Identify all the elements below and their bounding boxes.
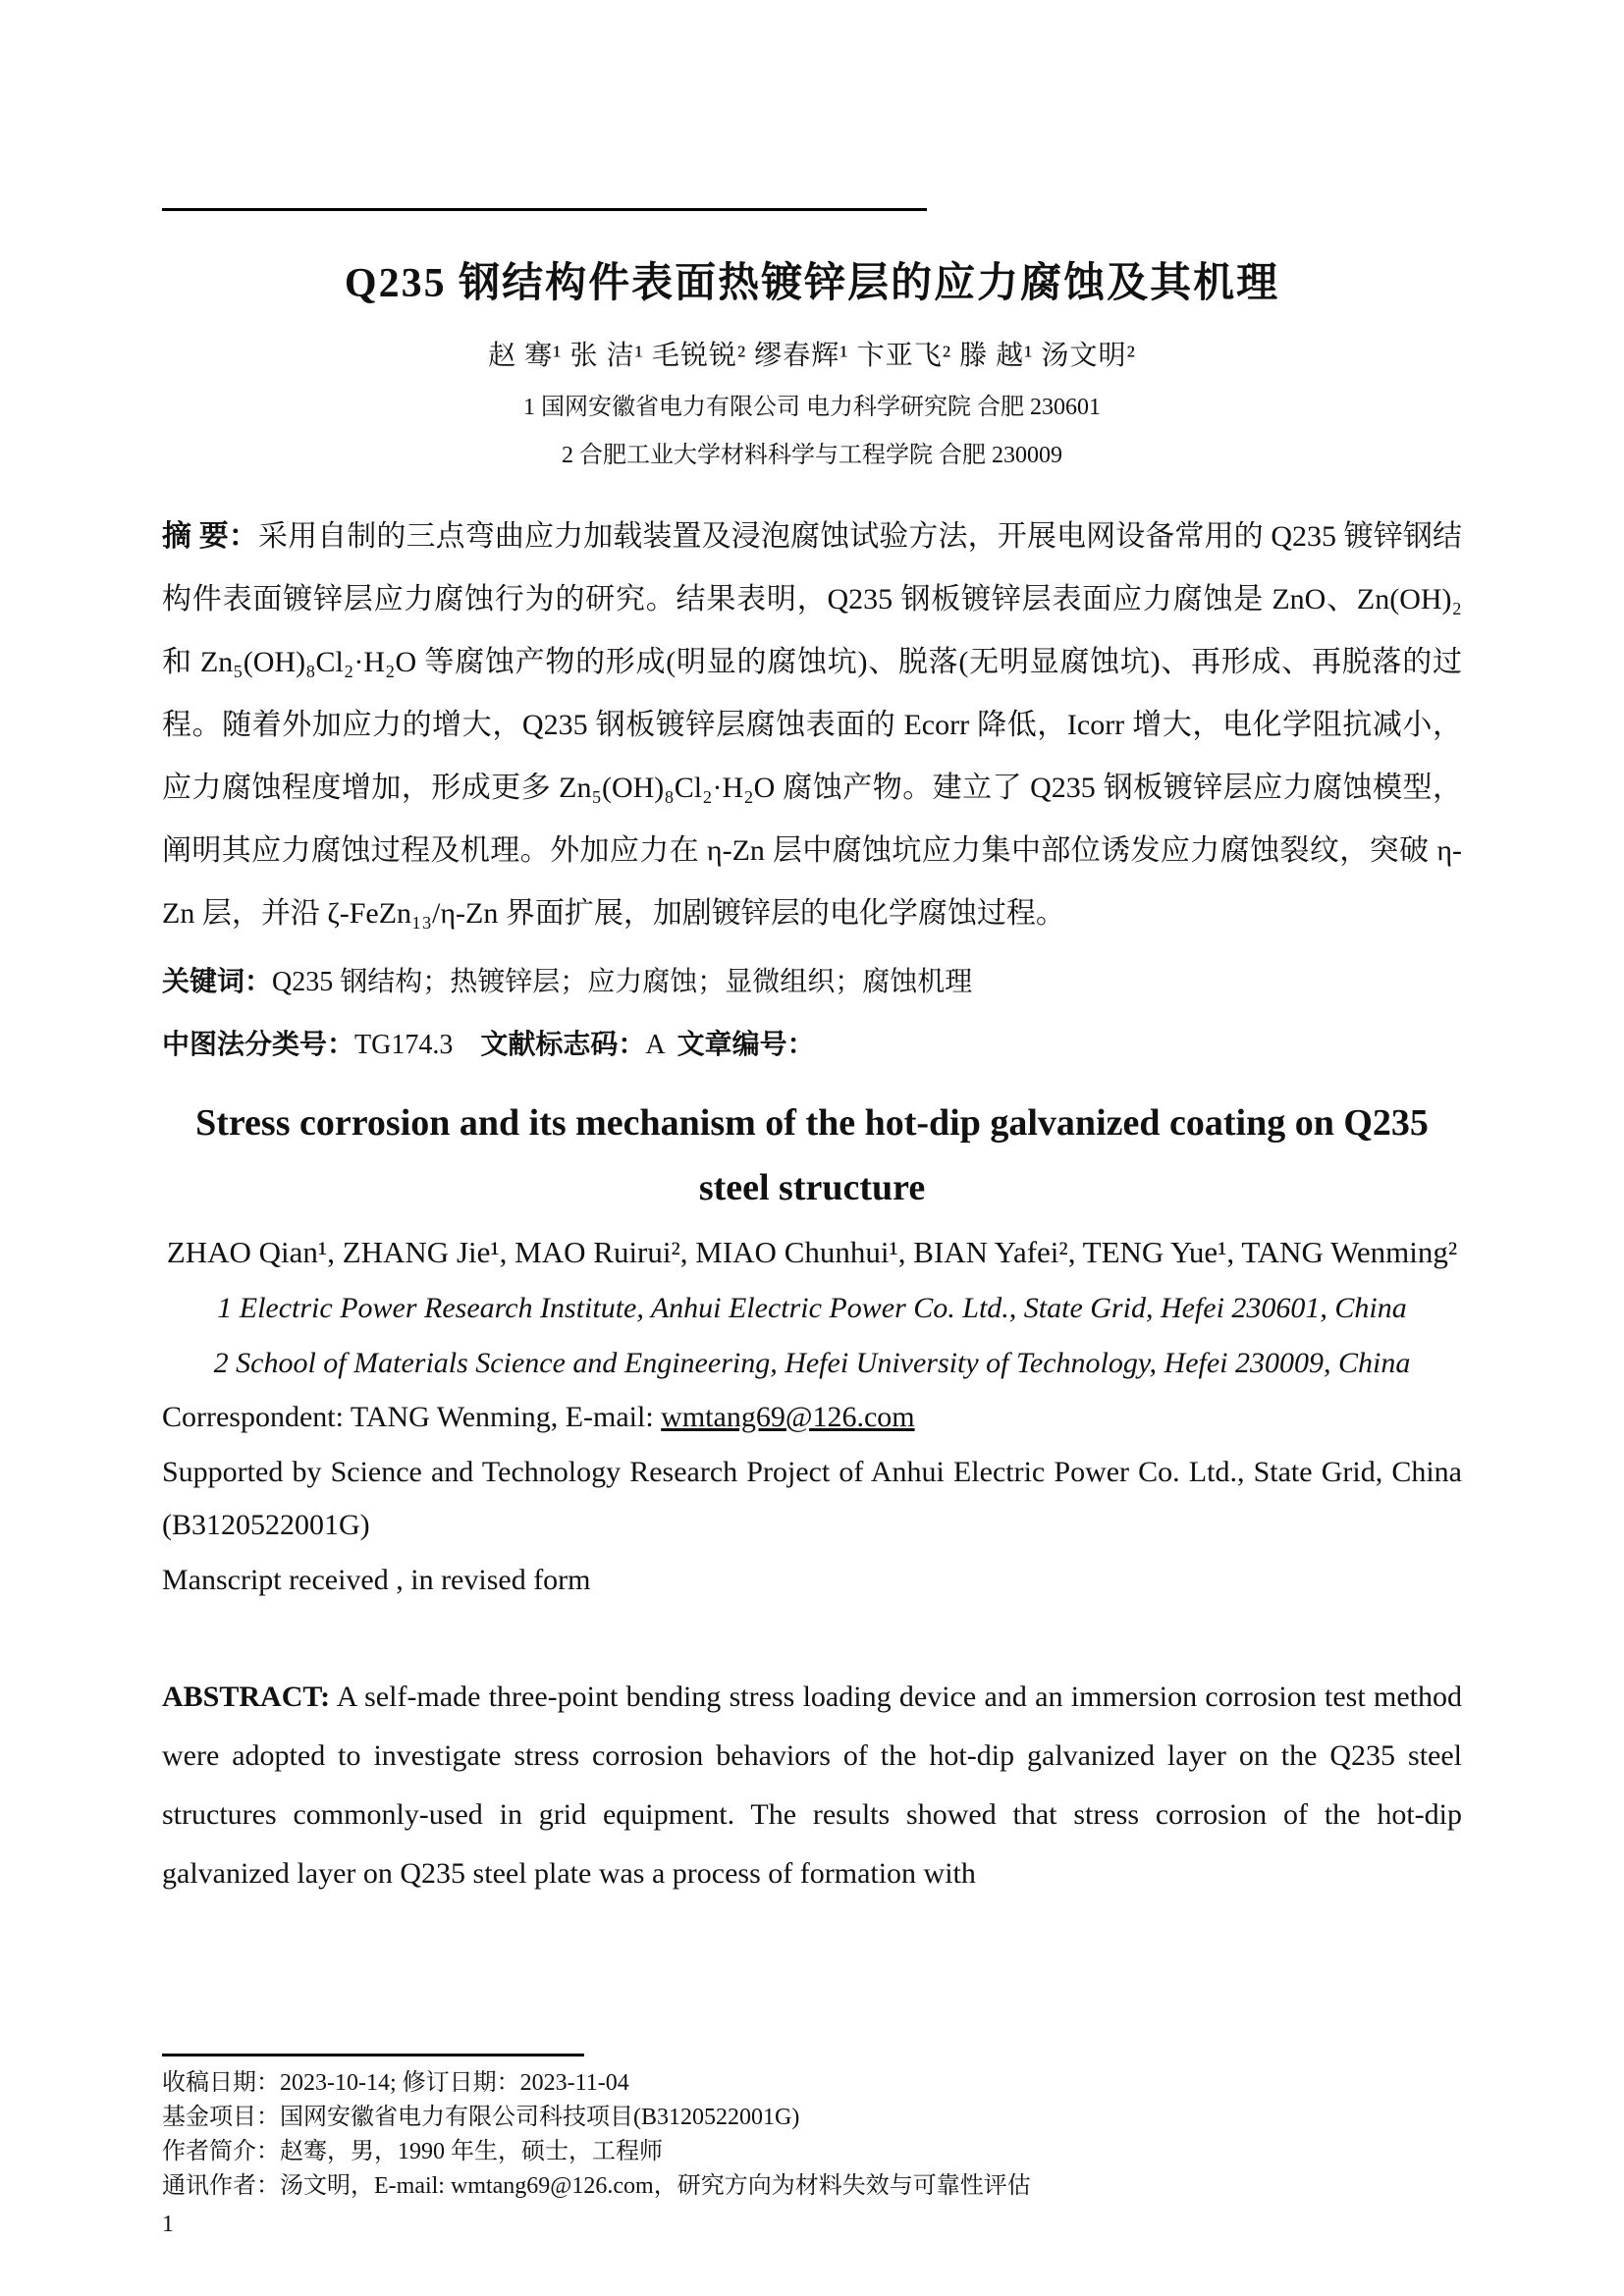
keywords-cn: [162, 963, 1462, 1002]
page-number: 1: [162, 2212, 174, 2237]
footnote-correspondent: [162, 2169, 1462, 2204]
affiliation-en-1: 1 Electric Power Research Institute, Anhui Electric Power Co. Ltd., State Grid, Hefei 230601, China: [217, 1292, 1407, 1324]
article-id-label: 文章编号：: [677, 1030, 815, 1060]
affiliation-cn-2: 2 合肥工业大学材料科学与工程学院 合肥 230009: [562, 443, 1062, 468]
clc-label: 中图法分类号：: [162, 1030, 355, 1060]
footnote-received: 收稿日期：2023-10-14; 修订日期：2023-11-04: [162, 2070, 629, 2096]
keywords-cn-label: 关键词：: [162, 967, 273, 997]
classification-line: [162, 1026, 1462, 1065]
abstract-cn-label: 摘 要：: [162, 520, 258, 553]
keywords-cn-text: Q235 钢结构；热镀锌层；应力腐蚀；显微组织；腐蚀机理: [272, 967, 973, 997]
footnote-funding: 基金项目：国网安徽省电力有限公司科技项目(B3120522001G): [162, 2105, 800, 2130]
correspondent-line: [162, 1391, 1462, 1444]
abstract-en-text: A self-made three-point bending stress loading device and an immersion corrosion test method were adopted to investigate stress corrosion behaviors of the hot-dip galvanized layer on the Q235 steel structures commonly-used in grid equipment. The results showed that stress corrosion of the hot-dip galvanized layer on Q235 steel plate was a process of formation with: [162, 1681, 1462, 1890]
footnote-author-bio: 作者简介：赵骞，男，1990 年生，硕士，工程师: [162, 2139, 663, 2164]
authors-cn: 赵 骞¹ 张 洁¹ 毛锐锐² 缪春辉¹ 卞亚飞² 滕 越¹ 汤文明²: [488, 341, 1136, 371]
footnote-correspondent-prefix: 通讯作者：汤文明，E-mail:: [162, 2173, 451, 2199]
abstract-en-label: ABSTRACT:: [162, 1681, 331, 1713]
affiliation-en-2: 2 School of Materials Science and Engineering, Hefei University of Technology, Hefei 230009, China: [213, 1347, 1411, 1379]
paper-title-cn: Q235 钢结构件表面热镀锌层的应力腐蚀及其机理: [344, 261, 1280, 306]
clc-value: TG174.3: [354, 1030, 454, 1060]
header-rule: [162, 208, 927, 211]
abstract-cn-text: 采用自制的三点弯曲应力加载装置及浸泡腐蚀试验方法，开展电网设备常用的 Q235 镀锌钢结构件表面镀锌层应力腐蚀行为的研究。结果表明，Q235 钢板镀锌层表面应力腐蚀是 ZnO、Zn(OH)₂ 和 Zn₅(OH)₈Cl₂·H₂O 等腐蚀产物的形成(明显的腐蚀坑)、脱落(无明显腐蚀坑)、再形成、再脱落的过程。随着外加应力的增大，Q235 钢板镀锌层腐蚀表面的 Ecorr 降低，Icorr 增大，电化学阻抗减小，应力腐蚀程度增加，形成更多 Zn₅(OH)₈Cl₂·H₂O 腐蚀产物。建立了 Q235 钢板镀锌层应力腐蚀模型，阐明其应力腐蚀过程及机理。外加应力在 η-Zn 层中腐蚀坑应力集中部位诱发应力腐蚀裂纹，突破 η-Zn 层，并沿 ζ-FeZn₁₃/η-Zn 界面扩展，加剧镀锌层的电化学腐蚀过程。: [162, 520, 1462, 930]
funding-note-en: Supported by Science and Technology Research Project of Anhui Electric Power Co. Ltd., State Grid, China (B3120522001G): [162, 1456, 1462, 1541]
footnote-email: wmtang69@126.com: [450, 2173, 654, 2199]
authors-en: ZHAO Qian¹, ZHANG Jie¹, MAO Ruirui², MIAO Chunhui¹, BIAN Yafei², TENG Yue¹, TANG Wenming²: [166, 1235, 1458, 1269]
correspondent-text: Correspondent: TANG Wenming, E-mail:: [162, 1401, 662, 1433]
abstract-cn: [162, 506, 1462, 945]
footnote-separator-rule: [162, 2054, 584, 2056]
footnote-correspondent-suffix: ，研究方向为材料失效与可靠性评估: [653, 2173, 1031, 2199]
footnote-block: [162, 2054, 1462, 2242]
affiliation-cn-1: 1 国网安徽省电力有限公司 电力科学研究院 合肥 230601: [523, 395, 1101, 420]
abstract-en: [162, 1668, 1462, 1903]
paper-title-en: Stress corrosion and its mechanism of the hot-dip galvanized coating on Q235 steel structure: [195, 1102, 1429, 1208]
manuscript-received-line: Manscript received , in revised form: [162, 1564, 591, 1596]
doc-code-label: 文献标志码：: [480, 1030, 646, 1060]
correspondent-email-link[interactable]: wmtang69@126.com: [661, 1401, 915, 1433]
doc-code-value: A: [645, 1030, 666, 1060]
